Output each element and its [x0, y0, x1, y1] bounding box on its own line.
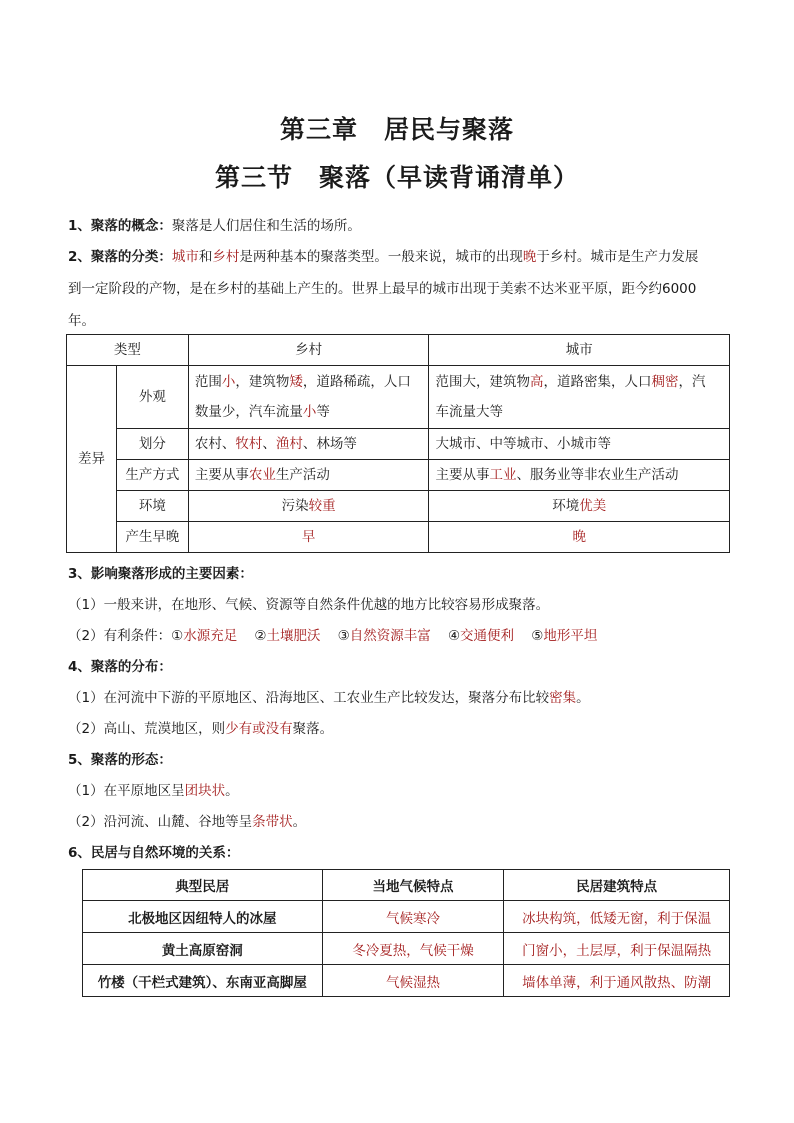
text-span: 农业	[248, 467, 276, 483]
text-span: 条带状	[252, 814, 293, 830]
item-1-concept	[68, 210, 732, 242]
text-span: 团块状	[184, 783, 226, 799]
text-span: 车流量大等	[435, 404, 503, 420]
item-2-classification	[68, 241, 732, 337]
rural-urban-comparison-table	[66, 334, 730, 553]
text-span: 工业	[489, 467, 517, 483]
text-span: 、	[262, 436, 276, 452]
text-span: 数量少，汽车流量	[194, 404, 303, 420]
item-3-heading: 3、影响聚落形成的主要因素：	[68, 566, 253, 582]
row-label-division: 划分	[116, 429, 188, 460]
header-urban: 城市	[429, 335, 730, 366]
item-3-point-2	[68, 620, 732, 652]
cell-feature: 冰块构筑，低矮无窗，利于保温	[504, 901, 730, 933]
text-city: 城市	[171, 249, 199, 265]
text-span: ，道路稀疏，人口	[302, 374, 411, 390]
cell-feature: 门窗小，土层厚，利于保温隔热	[504, 933, 730, 965]
cell-dwelling: 竹楼（干栏式建筑）、东南亚高脚屋	[83, 965, 323, 997]
text-types: 是两种基本的聚落类型。一般来说，城市的出现	[239, 249, 523, 265]
text-span: 优美	[579, 498, 607, 514]
text-span: （1）在平原地区呈	[68, 783, 185, 799]
item-2-line-2: 到一定阶段的产物，是在乡村的基础上产生的。世界上最早的城市出现于美索不达米亚平原，距今约6000	[68, 281, 697, 297]
cell-feature: 墙体单薄，利于通风散热、防潮	[504, 965, 730, 997]
text-span: 牧村	[235, 436, 263, 452]
chapter-title: 第三章 居民与聚落	[279, 115, 514, 144]
text-span: 环境	[552, 498, 580, 514]
text-span: 密集	[549, 690, 577, 706]
table-row	[83, 933, 730, 965]
row-label-origin: 产生早晚	[116, 522, 188, 553]
text-span: ②	[254, 628, 267, 644]
text-span: 。	[292, 814, 307, 830]
header-climate: 当地气候特点	[322, 870, 504, 901]
header-typical-dwelling: 典型民居	[83, 870, 323, 901]
text-span: ③	[337, 628, 350, 644]
cell-urban-division: 大城市、中等城市、小城市等	[429, 429, 730, 460]
header-building-feature: 民居建筑特点	[504, 870, 730, 901]
text-span: 主要从事	[435, 467, 490, 483]
text-span: 范围	[194, 374, 222, 390]
text-span: 主要从事	[194, 467, 249, 483]
item-3-label	[68, 558, 732, 590]
item-1-text: 聚落是人们居住和生活的场所。	[171, 218, 361, 234]
text-span: （1）在河流中下游的平原地区、沿海地区、工农业生产比较发达，聚落分布比较	[68, 690, 550, 706]
table-row	[83, 965, 730, 997]
cell-rural-appearance	[188, 366, 429, 429]
item-1-label: 1、聚落的概念：	[68, 218, 172, 234]
cell-climate: 气候寒冷	[322, 901, 504, 933]
text-span: 水源充足	[183, 628, 238, 644]
text-span: ，建筑物	[235, 374, 290, 390]
cell-climate: 冬冷夏热，气候干燥	[322, 933, 504, 965]
text-span: 少有或没有	[225, 721, 293, 737]
cell-urban-appearance	[429, 366, 730, 429]
table-row	[83, 901, 730, 933]
text-span: 较重	[308, 498, 336, 514]
text-span: 矮	[289, 374, 303, 390]
row-label-production: 生产方式	[116, 460, 188, 491]
table-row	[67, 491, 730, 522]
cell-dwelling: 北极地区因纽特人的冰屋	[83, 901, 323, 933]
text-span: （2）高山、荒漠地区，则	[68, 721, 226, 737]
text-rural: 乡村	[212, 249, 240, 265]
text-span: 农村、	[194, 436, 236, 452]
table-header-row	[83, 870, 730, 901]
dwelling-environment-table	[82, 869, 730, 997]
text-span: 。	[576, 690, 590, 706]
header-rural: 乡村	[188, 335, 429, 366]
cell-urban-environment	[429, 491, 730, 522]
text-span: 小	[302, 404, 317, 420]
row-label-appearance: 外观	[116, 366, 188, 429]
section-title: 第三节 聚落（早读背诵清单）	[214, 163, 579, 192]
text-span: 、林场等	[302, 436, 357, 452]
text-span: 自然资源丰富	[349, 628, 431, 644]
cell-urban-production	[429, 460, 730, 491]
table-header-row	[67, 335, 730, 366]
text-late: 晚	[522, 249, 537, 265]
text-and: 和	[198, 249, 213, 265]
table-row	[67, 522, 730, 553]
cell-rural-environment	[188, 491, 429, 522]
item-6-label	[68, 837, 732, 869]
text-span: 地形平坦	[543, 628, 598, 644]
text-span: 等	[316, 404, 330, 420]
item-5-point-1	[68, 775, 732, 807]
text-span: 聚落。	[292, 721, 334, 737]
text-span: 稠密	[651, 374, 679, 390]
text-span: 、服务业等非农业生产活动	[516, 467, 679, 483]
cell-rural-production	[188, 460, 429, 491]
cell-urban-origin: 晚	[429, 522, 730, 553]
text-span: 污染	[281, 498, 309, 514]
header-type: 类型	[67, 335, 189, 366]
cell-dwelling: 黄土高原窑洞	[83, 933, 323, 965]
text-span: 高	[529, 374, 544, 390]
item-4-heading: 4、聚落的分布：	[68, 659, 172, 675]
item-5-label	[68, 744, 732, 776]
item-2-line-3: 年。	[68, 313, 95, 329]
group-label-difference: 差异	[67, 366, 117, 553]
cell-climate: 气候湿热	[322, 965, 504, 997]
text-span: 生产活动	[275, 467, 330, 483]
table-row	[67, 460, 730, 491]
text-span: （2）沿河流、山麓、谷地等呈	[68, 814, 253, 830]
text-span: 范围大，建筑物	[435, 374, 530, 390]
item-5-heading: 5、聚落的形态：	[68, 752, 172, 768]
item-2-label: 2、聚落的分类：	[68, 249, 172, 265]
item-4-point-2	[68, 713, 732, 745]
item-4-label	[68, 651, 732, 683]
item-6-heading: 6、民居与自然环境的关系：	[68, 845, 240, 861]
cell-rural-division	[188, 429, 429, 460]
item-5-point-2	[68, 806, 732, 838]
table-row	[67, 429, 730, 460]
text-span: ④	[447, 628, 461, 644]
text-span: 渔村	[275, 436, 303, 452]
item-4-point-1	[68, 682, 732, 714]
text-span: 。	[225, 783, 239, 799]
row-label-environment: 环境	[116, 491, 188, 522]
text-span: （2）有利条件：	[68, 628, 172, 644]
text-productivity: 于乡村。城市是生产力发展	[536, 249, 699, 265]
item-3-point-1: （1）一般来讲，在地形、气候、资源等自然条件优越的地方比较容易形成聚落。	[68, 597, 550, 613]
text-span: ，汽	[678, 374, 706, 390]
table-row	[67, 366, 730, 429]
cell-rural-origin: 早	[188, 522, 429, 553]
text-span: 土壤肥沃	[266, 628, 321, 644]
text-span: ，道路密集，人口	[543, 374, 652, 390]
text-span: 小	[221, 374, 236, 390]
text-span: ⑤	[531, 628, 544, 644]
text-span: 交通便利	[460, 628, 515, 644]
text-span: ①	[171, 628, 184, 644]
